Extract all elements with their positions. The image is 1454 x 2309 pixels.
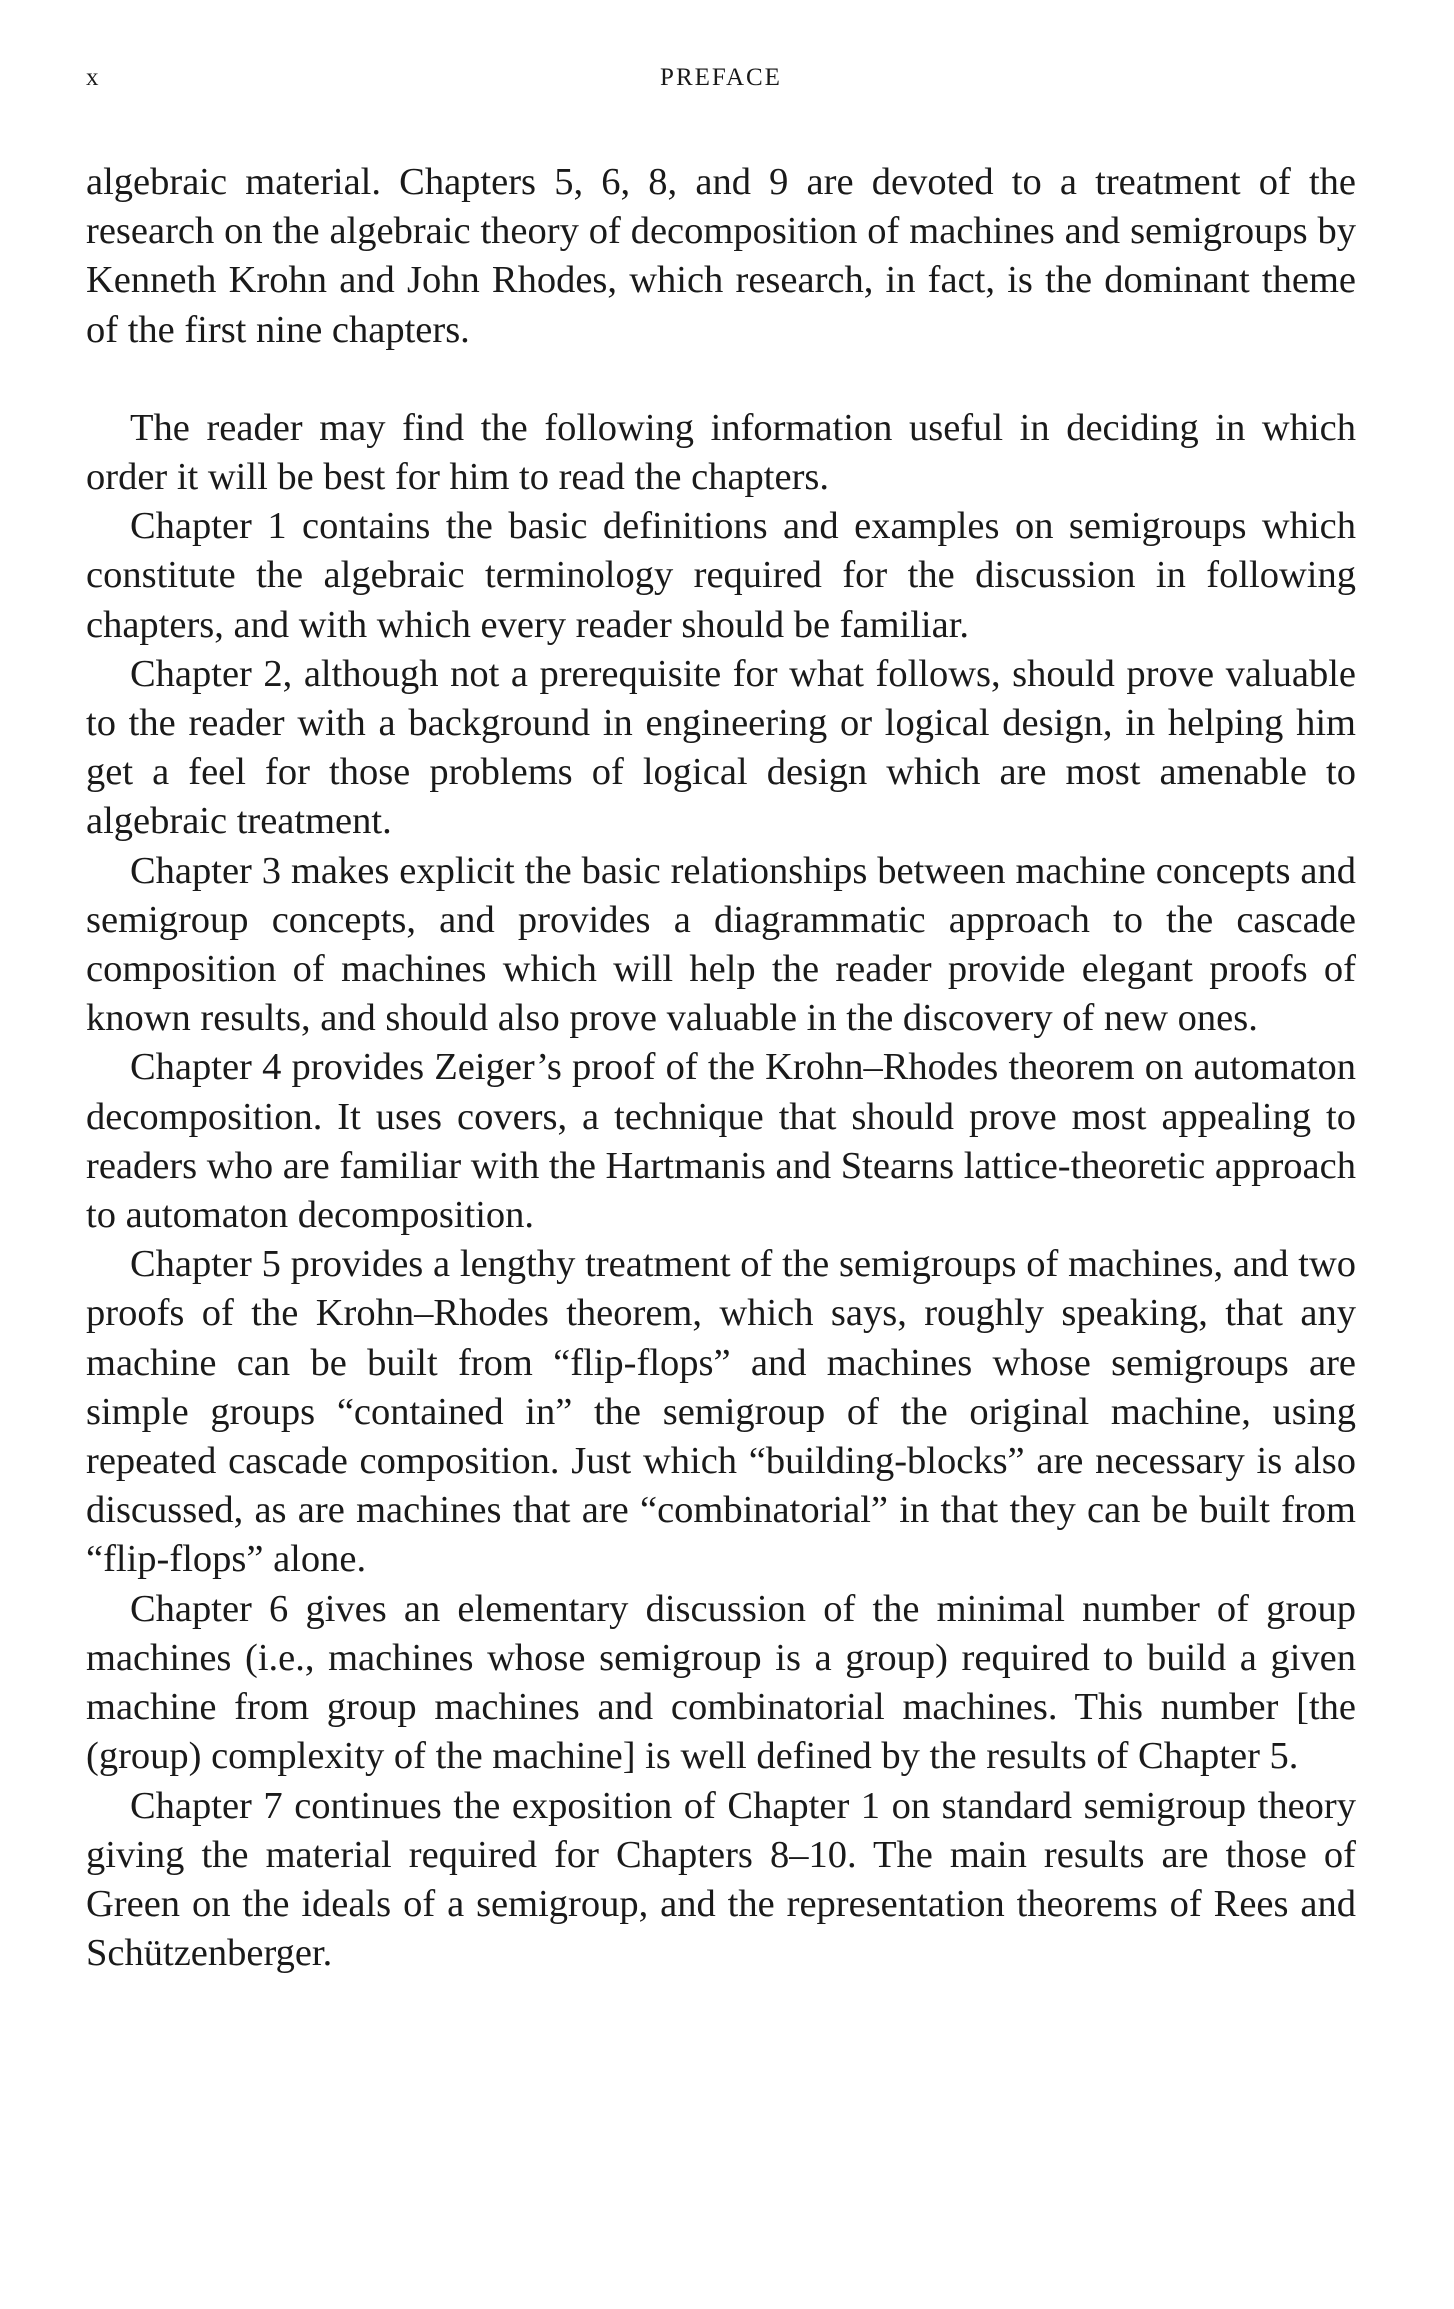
paragraph-chapter-4: Chapter 4 provides Zeiger’s proof of the Krohn–Rhodes theorem on automaton decomposition. It uses covers, a technique that should prove most appealing to readers who are familiar with the Hartmanis and Stearns lattice-theoretic approach to automaton decomposition. [86,1046,1356,1237]
paragraph-chapter-7: Chapter 7 continues the exposition of Chapter 1 on standard semigroup theory giving the material required for Chapters 8–10. The main results are those of Green on the ideals of a semigroup, and the representation theorems of Rees and Schützenberger. [86,1784,1356,1975]
running-head-title: PREFACE [660,64,782,91]
paragraph-chapter-3: Chapter 3 makes explicit the basic relationships between machine concepts and semigroup concepts, and provides a diagrammatic approach to the cascade composition of machines which will help the reader provide elegant proofs of known results, and should also prove valuable in the discovery of new ones. [86,849,1356,1040]
body-text [86,158,1356,1978]
running-head [86,64,1356,104]
paragraph-reading-guide: The reader may find the following information useful in deciding in which order it will be best for him to read the chapters. [86,406,1356,499]
paragraph-chapter-1: Chapter 1 contains the basic definitions and examples on semigroups which constitute the algebraic terminology required for the discussion in following chapters, and with which every reader should be familiar. [86,505,1356,646]
paragraph-chapter-2: Chapter 2, although not a prerequisite for what follows, should prove valuable to the reader with a background in engineering or logical design, in helping him get a feel for those problems of logical design which are most amenable to algebraic treatment. [86,652,1356,843]
page-number: x [86,64,100,91]
paragraph-chapter-5: Chapter 5 provides a lengthy treatment of the semigroups of machines, and two proofs of the Krohn–Rhodes theorem, which says, roughly speaking, that any machine can be built from “flip-flops” and machines whose semigroups are simple groups “contained in” the semigroup of the original machine, using repeated cascade composition. Just which “building-blocks” are necessary is also discussed, as are machines that are “combinatorial” in that they can be built from “flip-flops” alone. [86,1243,1356,1581]
paragraph-continued: algebraic material. Chapters 5, 6, 8, and 9 are devoted to a treatment of the research on the algebraic theory of decomposition of machines and semigroups by Kenneth Krohn and John Rhodes, which research, in fact, is the dominant theme of the first nine chapters. [86,161,1356,351]
paragraph-chapter-6: Chapter 6 gives an elementary discussion of the minimal number of group machines (i.e., machines whose semigroup is a group) required to build a given machine from group machines and combinatorial machines. This number [the (group) complexity of the machine] is well defined by the results of Chapter 5. [86,1587,1356,1778]
